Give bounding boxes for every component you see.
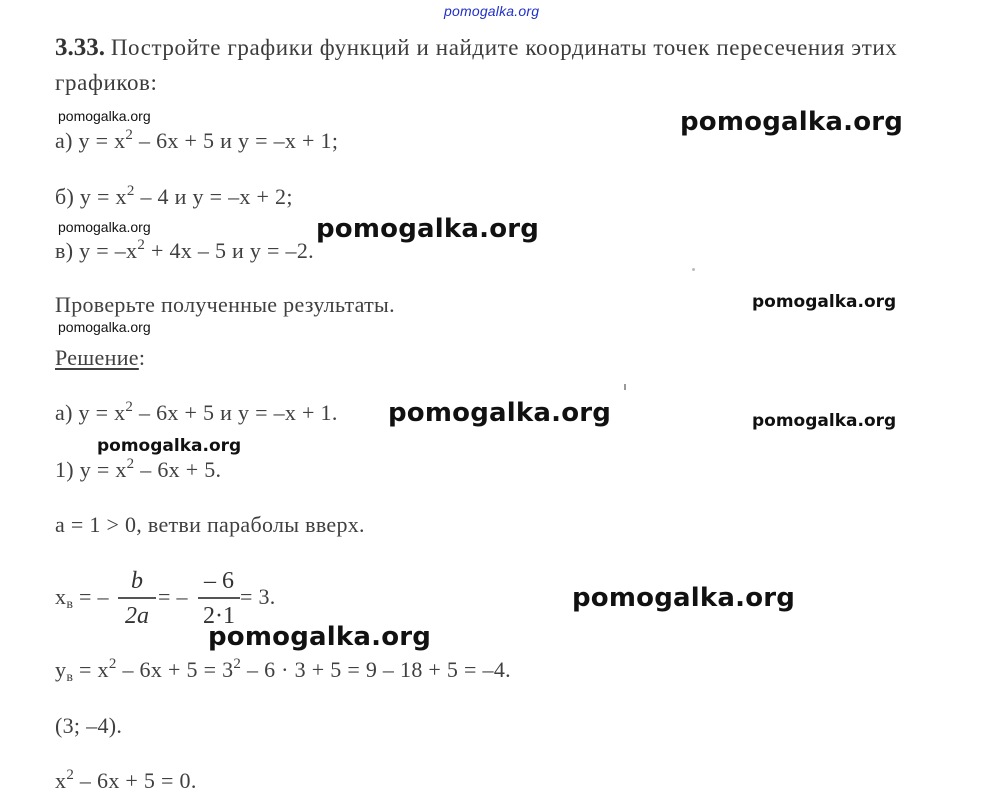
watermark-medium: pomogalka.org	[97, 436, 242, 456]
task-statement-line1: Постройте графики функций и найдите координаты точек пересечения этих	[110, 35, 898, 60]
task-heading	[55, 34, 897, 62]
solution-vertex: (3; –4).	[55, 713, 123, 738]
fraction-denominator: 2a	[125, 602, 149, 629]
equation-power: 2	[66, 767, 75, 783]
xv-lhs	[55, 584, 109, 610]
yv-part2: – 6x + 5 = 3	[116, 657, 234, 682]
task-item-c	[55, 238, 314, 264]
watermark-medium: pomogalka.org	[752, 411, 897, 431]
equation-prefix: x	[55, 768, 67, 793]
yv-part1: = x	[73, 657, 109, 682]
yv-y: y	[55, 657, 67, 682]
solution-equation	[55, 768, 197, 794]
watermark-small: pomogalka.org	[58, 108, 151, 124]
item-a-power: 2	[125, 127, 134, 143]
item-b-power: 2	[126, 183, 135, 199]
watermark-big: pomogalka.org	[208, 622, 432, 652]
watermark-small: pomogalka.org	[58, 319, 151, 335]
fraction-minus6-over-2x1	[198, 566, 240, 631]
solution-step1	[55, 457, 221, 483]
solution-part-a	[55, 400, 338, 426]
yv-power2: 2	[233, 656, 242, 672]
item-c-rest: + 4x – 5 и y = –2.	[145, 238, 314, 263]
xv-eq2: = –	[158, 584, 188, 609]
xv-result: = 3.	[240, 584, 276, 609]
task-number: 3.33.	[55, 34, 105, 61]
part-a-power: 2	[125, 399, 134, 415]
equation-rest: – 6x + 5 = 0.	[74, 768, 197, 793]
fraction-numerator: b	[131, 568, 143, 594]
item-c-prefix: в) y = –x	[55, 238, 138, 263]
fraction-denominator: 2·1	[203, 602, 235, 629]
item-a-prefix: а) y = x	[55, 128, 126, 153]
item-a-rest: – 6x + 5 и y = –x + 1;	[133, 128, 339, 153]
fraction-bar	[198, 597, 240, 599]
task-item-a	[55, 128, 338, 154]
watermark-big: pomogalka.org	[388, 398, 612, 428]
item-b-prefix: б) y = x	[55, 184, 127, 209]
watermark-top: pomogalka.org	[444, 3, 540, 19]
task-statement-line2: графиков:	[55, 70, 158, 95]
watermark-big: pomogalka.org	[680, 107, 904, 137]
fraction-b-over-2a	[118, 566, 156, 631]
watermark-big: pomogalka.org	[316, 214, 540, 244]
watermark-small: pomogalka.org	[58, 219, 151, 235]
xv-eq1: = –	[73, 584, 109, 609]
yv-power1: 2	[108, 656, 117, 672]
yv-sub: в	[66, 670, 74, 685]
part-a-prefix: а) y = x	[55, 400, 126, 425]
scan-speck	[692, 268, 695, 271]
xv-x: x	[55, 584, 67, 609]
task-check: Проверьте полученные результаты.	[55, 292, 395, 317]
step1-prefix: 1) y = x	[55, 457, 127, 482]
step1-power: 2	[126, 456, 135, 472]
step1-rest: – 6x + 5.	[134, 457, 222, 482]
solution-yv	[55, 657, 511, 683]
solution-heading-text: Решение	[55, 345, 139, 370]
part-a-rest: – 6x + 5 и y = –x + 1.	[133, 400, 338, 425]
solution-heading	[55, 345, 145, 371]
solution-heading-colon: :	[138, 345, 146, 370]
item-b-rest: – 4 и y = –x + 2;	[134, 184, 293, 209]
solution-branches: a = 1 > 0, ветви параболы вверх.	[55, 512, 365, 537]
fraction-numerator: – 6	[204, 568, 234, 594]
yv-part3: – 6 · 3 + 5 = 9 – 18 + 5 = –4.	[241, 657, 511, 682]
scan-speck	[624, 384, 626, 390]
task-item-b	[55, 184, 293, 210]
fraction-bar	[118, 597, 156, 599]
watermark-medium: pomogalka.org	[752, 292, 897, 312]
xv-sub: в	[66, 597, 74, 612]
item-c-power: 2	[137, 237, 146, 253]
watermark-big: pomogalka.org	[572, 583, 796, 613]
